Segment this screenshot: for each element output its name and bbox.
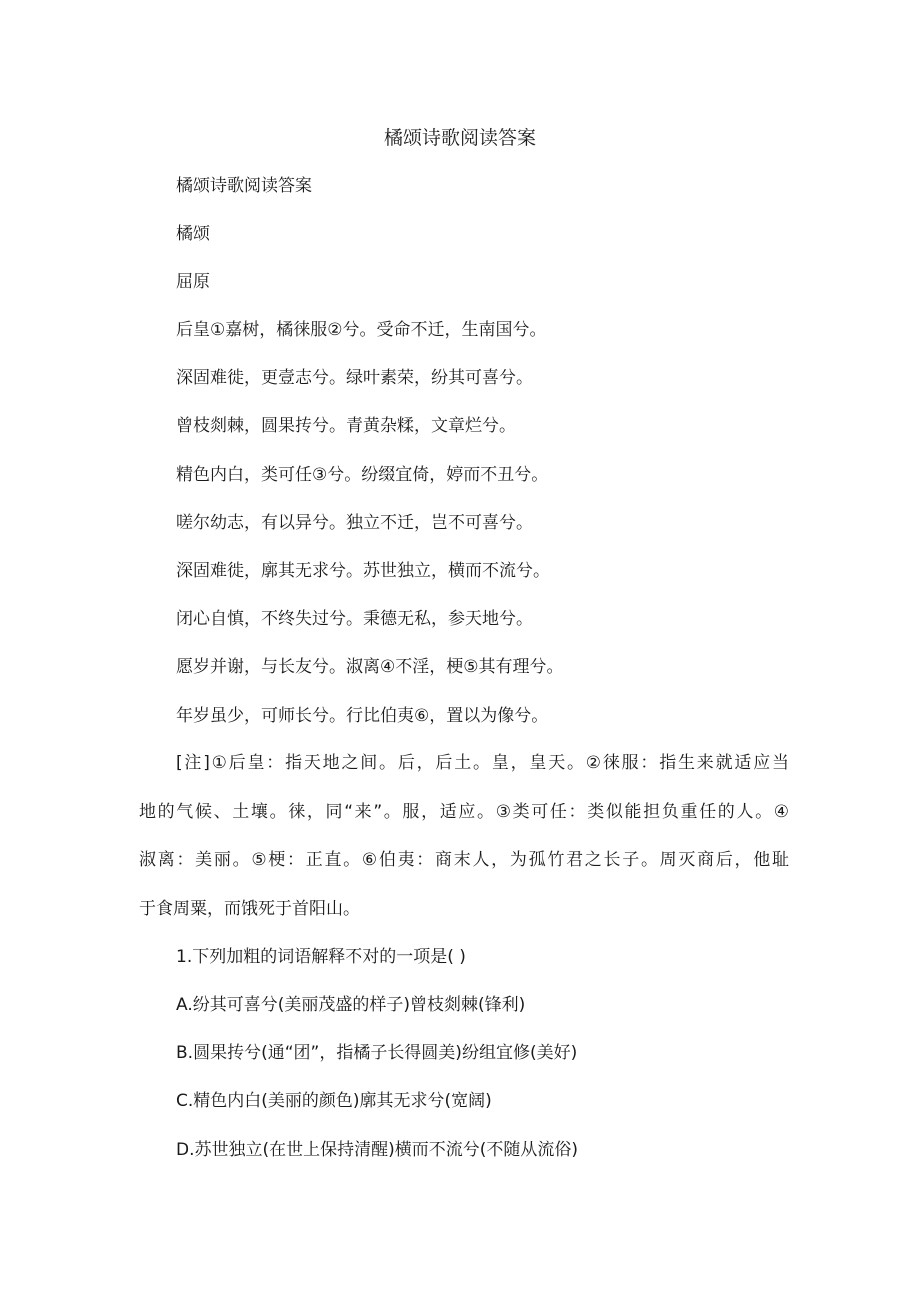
poem-line: 曾枝剡棘，圆果抟兮。青黄杂糅，文章烂兮。 [176, 416, 516, 436]
poem-line: 年岁虽少，可师长兮。行比伯夷⑥，置以为像兮。 [176, 706, 549, 726]
poem-line: 嗟尔幼志，有以异兮。独立不迁，岂不可喜兮。 [176, 513, 533, 533]
note-line: 地的气候、土壤。徕，同“来”。服，适应。③类可任：类似能担负重任的人。④ [139, 801, 789, 822]
note-line: 于食周粟，而饿死于首阳山。 [139, 898, 360, 919]
poem-line: 愿岁并谢，与长友兮。淑离④不淫，梗⑤其有理兮。 [176, 657, 564, 677]
poem-author: 屈原 [176, 272, 210, 292]
poem-line: 精色内白，类可任③兮。纷缀宜倚，婷而不丑兮。 [176, 465, 549, 485]
option-d: D.苏世独立(在世上保持清醒)横而不流兮(不随从流俗) [176, 1140, 579, 1160]
option-c: C.精色内白(美丽的颜色)廓其无求兮(宽阔) [176, 1091, 492, 1111]
poem-line: 后皇①嘉树，橘徕服②兮。受命不迁，生南国兮。 [176, 320, 547, 340]
option-b: B.圆果抟兮(通“团”，指橘子长得圆美)纷组宜修(美好) [176, 1043, 578, 1063]
note-line: [注]①后皇：指天地之间。后，后土。皇，皇天。②徕服：指生来就适应当 [176, 753, 789, 773]
poem-line: 深固难徙，廓其无求兮。苏世独立，横而不流兮。 [176, 561, 550, 581]
note-line: 淑离：美丽。⑤梗：正直。⑥伯夷：商末人，为孤竹君之长子。周灭商后，他耻 [139, 850, 789, 870]
poem-title: 橘颂 [176, 224, 210, 244]
subtitle: 橘颂诗歌阅读答案 [176, 176, 312, 196]
document-title: 橘颂诗歌阅读答案 [383, 127, 536, 149]
annotation-note [139, 739, 789, 933]
poem-line: 深固难徙，更壹志兮。绿叶素荣，纷其可喜兮。 [176, 368, 533, 388]
option-a: A.纷其可喜兮(美丽茂盛的样子)曾枝剡棘(锋利) [176, 995, 526, 1015]
poem-line: 闭心自慎，不终失过兮。秉德无私，参天地兮。 [176, 609, 533, 629]
question-text: 1.下列加粗的词语解释不对的一项是( ) [176, 947, 466, 967]
